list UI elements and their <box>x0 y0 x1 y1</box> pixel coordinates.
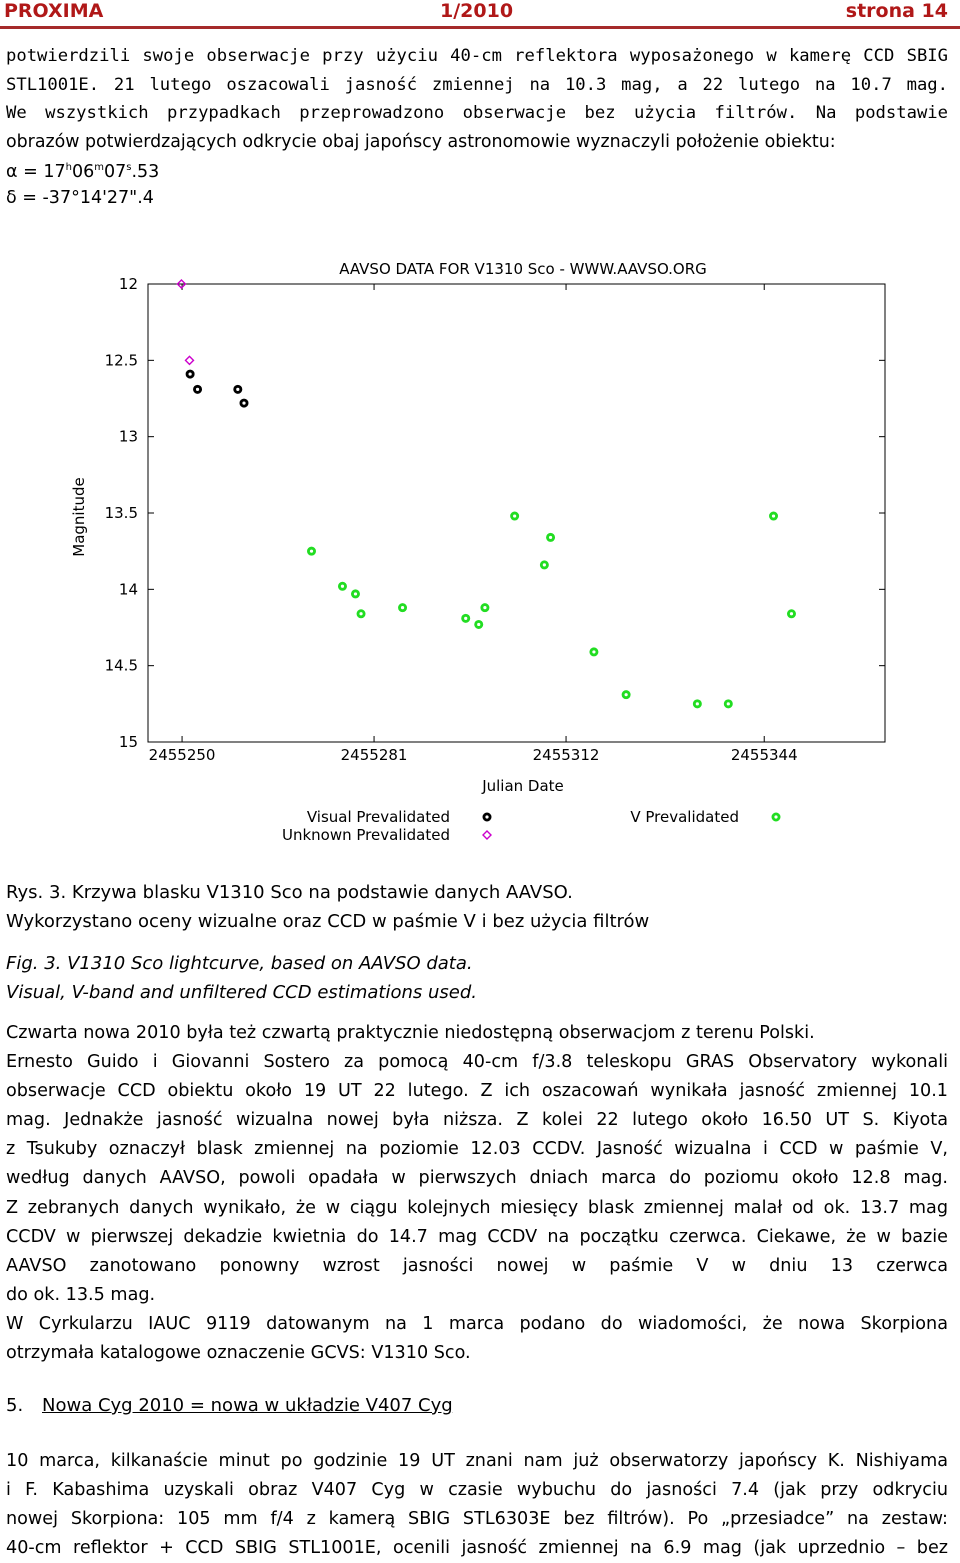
data-point-center <box>592 650 595 653</box>
legend-visual-label: Visual Prevalidated <box>306 808 450 826</box>
caption-line: Rys. 3. Krzywa blasku V1310 Sco na podstawie danych AAVSO. <box>6 882 573 903</box>
text-line: do ok. 13.5 mag. <box>6 1284 156 1305</box>
y-tick-label: 13 <box>118 427 138 446</box>
data-point-center <box>549 536 552 539</box>
chart-title: AAVSO DATA FOR V1310 Sco - WWW.AAVSO.ORG <box>339 260 707 278</box>
legend-unknown-marker <box>483 831 491 839</box>
text-line: otrzymała katalogowe oznaczenie GCVS: V1310 Sco. <box>6 1343 471 1364</box>
legend-visual-marker-center <box>485 815 488 818</box>
x-tick-label: 2455344 <box>730 746 798 764</box>
section-title: Nowa Cyg 2010 = nowa w układzie V407 Cyg <box>42 1395 453 1416</box>
issue-number: 1/2010 <box>440 0 514 22</box>
data-point-center <box>236 388 239 391</box>
text-line: 40-cm reflektor + CCD SBIG STL1001E, ocenili jasność zmiennej na 6.9 mag (jak uprzednio – bez <box>6 1538 948 1559</box>
text-line: mag. Jednakże jasność wizualna nowej była niższa. Z kolei 22 lutego około 16.50 UT S. Kiyota <box>6 1110 948 1131</box>
data-point-center <box>483 606 486 609</box>
data-point-center <box>513 514 516 517</box>
text-line: z Tsukuby oznaczył blask zmiennej na poziomie 12.03 CCDV. Jasność wizualna i CCD w paśmie V, <box>6 1139 948 1160</box>
section-number: 5. <box>6 1395 24 1416</box>
legend-v-label: V Prevalidated <box>630 808 739 826</box>
data-point-center <box>354 592 357 595</box>
intro-paragraph <box>6 42 948 156</box>
data-point-center <box>189 372 192 375</box>
data-point-center <box>464 617 467 620</box>
page-number: strona 14 <box>845 0 948 22</box>
data-point-center <box>543 563 546 566</box>
ra-m-unit: m <box>94 162 104 173</box>
data-point-center <box>196 388 199 391</box>
legend-unknown-label: Unknown Prevalidated <box>282 826 450 844</box>
ra-hours: α = 17 <box>6 161 66 182</box>
ra-fraction: .53 <box>131 161 160 182</box>
data-point-center <box>696 702 699 705</box>
legend-v-marker-center <box>774 815 777 818</box>
y-axis <box>105 275 885 751</box>
data-point-center <box>727 702 730 705</box>
journal-name: PROXIMA <box>4 0 104 22</box>
data-points <box>177 280 795 708</box>
text-line: Czwarta nowa 2010 była też czwartą praktycznie niedostępną obserwacjom z terenu Polski. <box>6 1023 815 1043</box>
text-line: i F. Kabashima uzyskali obraz V407 Cyg w czasie wybuchu do jasności 7.4 (jak przy odkryciu <box>6 1480 948 1501</box>
text-line: STL1001E. 21 lutego oszacowali jasność zmiennej na 10.3 mag, a 22 lutego na 10.7 mag. <box>6 74 948 95</box>
figure-caption-english <box>6 949 946 1007</box>
section-heading <box>6 1393 453 1419</box>
data-point-center <box>772 514 775 517</box>
data-point-center <box>477 623 480 626</box>
data-point-center <box>310 550 313 553</box>
y-tick-label: 15 <box>118 733 138 751</box>
text-line: CCDV w pierwszej dekadzie kwietnia do 14.7 mag CCDV na początku czerwca. Ciekawe, że w bazie <box>6 1226 948 1247</box>
data-point <box>185 356 193 364</box>
data-point-center <box>790 612 793 615</box>
text-line: nowej Skorpiona: 105 mm f/4 z kamerą SBIG STL6303E bez filtrów). Po „przesiadce” na zestaw: <box>6 1509 948 1530</box>
article-body <box>6 1019 948 1368</box>
text-line: według danych AAVSO, powoli opadała w pierwszych dniach marca do poziomu około 12.8 mag. <box>6 1168 948 1189</box>
caption-line: Visual, V-band and unfiltered CCD estimations used. <box>6 982 477 1003</box>
lightcurve-chart <box>60 252 900 862</box>
text-line: Z zebranych danych wynikało, że w ciągu kolejnych miesięcy blask zmiennej malał od ok. 13.7 mag <box>6 1197 948 1218</box>
section-body <box>6 1447 948 1563</box>
data-point-center <box>341 585 344 588</box>
ra-seconds: 07 <box>103 161 127 182</box>
text-line: obrazów potwierdzających odkrycie obaj japońscy astronomowie wyznaczyli położenie obiektu: <box>6 131 836 152</box>
y-tick-label: 14.5 <box>104 656 138 675</box>
ra-s-unit: s <box>126 162 132 173</box>
x-axis-label: Julian Date <box>482 777 564 795</box>
figure-caption-polish <box>6 878 946 936</box>
ra-minutes: 06 <box>71 161 95 182</box>
text-line: W Cyrkularzu IAUC 9119 datowanym na 1 marca podano do wiadomości, że nowa Skorpiona <box>6 1313 948 1334</box>
chart-svg <box>60 252 900 862</box>
text-line: obserwacje CCD obiektu około 19 UT 22 lutego. Z ich oszacowań wynikała jasność zmiennej 10.1 <box>6 1081 948 1102</box>
x-tick-label: 2455250 <box>148 746 216 764</box>
y-axis-label: Magnitude <box>70 477 88 557</box>
y-tick-label: 12.5 <box>104 351 138 370</box>
text-line: AAVSO zanotowano ponowny wzrost jasności nowej w paśmie V w dniu 13 czerwca <box>6 1255 948 1276</box>
y-tick-label: 12 <box>118 275 138 293</box>
y-tick-label: 14 <box>118 580 138 599</box>
caption-line: Fig. 3. V1310 Sco lightcurve, based on AAVSO data. <box>6 953 473 974</box>
x-tick-label: 2455312 <box>532 746 600 764</box>
text-line: potwierdzili swoje obserwacje przy użyciu 40-cm reflektora wyposażonego w kamerę CCD SBIG <box>6 46 948 66</box>
data-point-center <box>359 612 362 615</box>
right-ascension <box>6 156 159 184</box>
legend <box>282 808 780 844</box>
data-point-center <box>625 693 628 696</box>
x-tick-label: 2455281 <box>340 746 408 764</box>
caption-line: Wykorzystano oceny wizualne oraz CCD w paśmie V i bez użycia filtrów <box>6 911 650 932</box>
y-tick-label: 13.5 <box>104 504 138 522</box>
x-axis <box>149 284 798 764</box>
ra-h-unit: h <box>65 162 72 173</box>
text-line: Ernesto Guido i Giovanni Sostero za pomocą 40-cm f/3.8 teleskopu GRAS Observatory wykonali <box>6 1052 948 1073</box>
text-line: 10 marca, kilkanaście minut po godzinie 19 UT znani nam już obserwatorzy japońscy K. Nishiyama <box>6 1451 948 1471</box>
data-point-center <box>242 401 245 404</box>
declination: δ = -37°14'27".4 <box>6 188 154 208</box>
text-line: We wszystkich przypadkach przeprowadzono obserwacje bez użycia filtrów. Na podstawie <box>6 103 948 123</box>
data-point-center <box>401 606 404 609</box>
page-header <box>0 0 960 29</box>
